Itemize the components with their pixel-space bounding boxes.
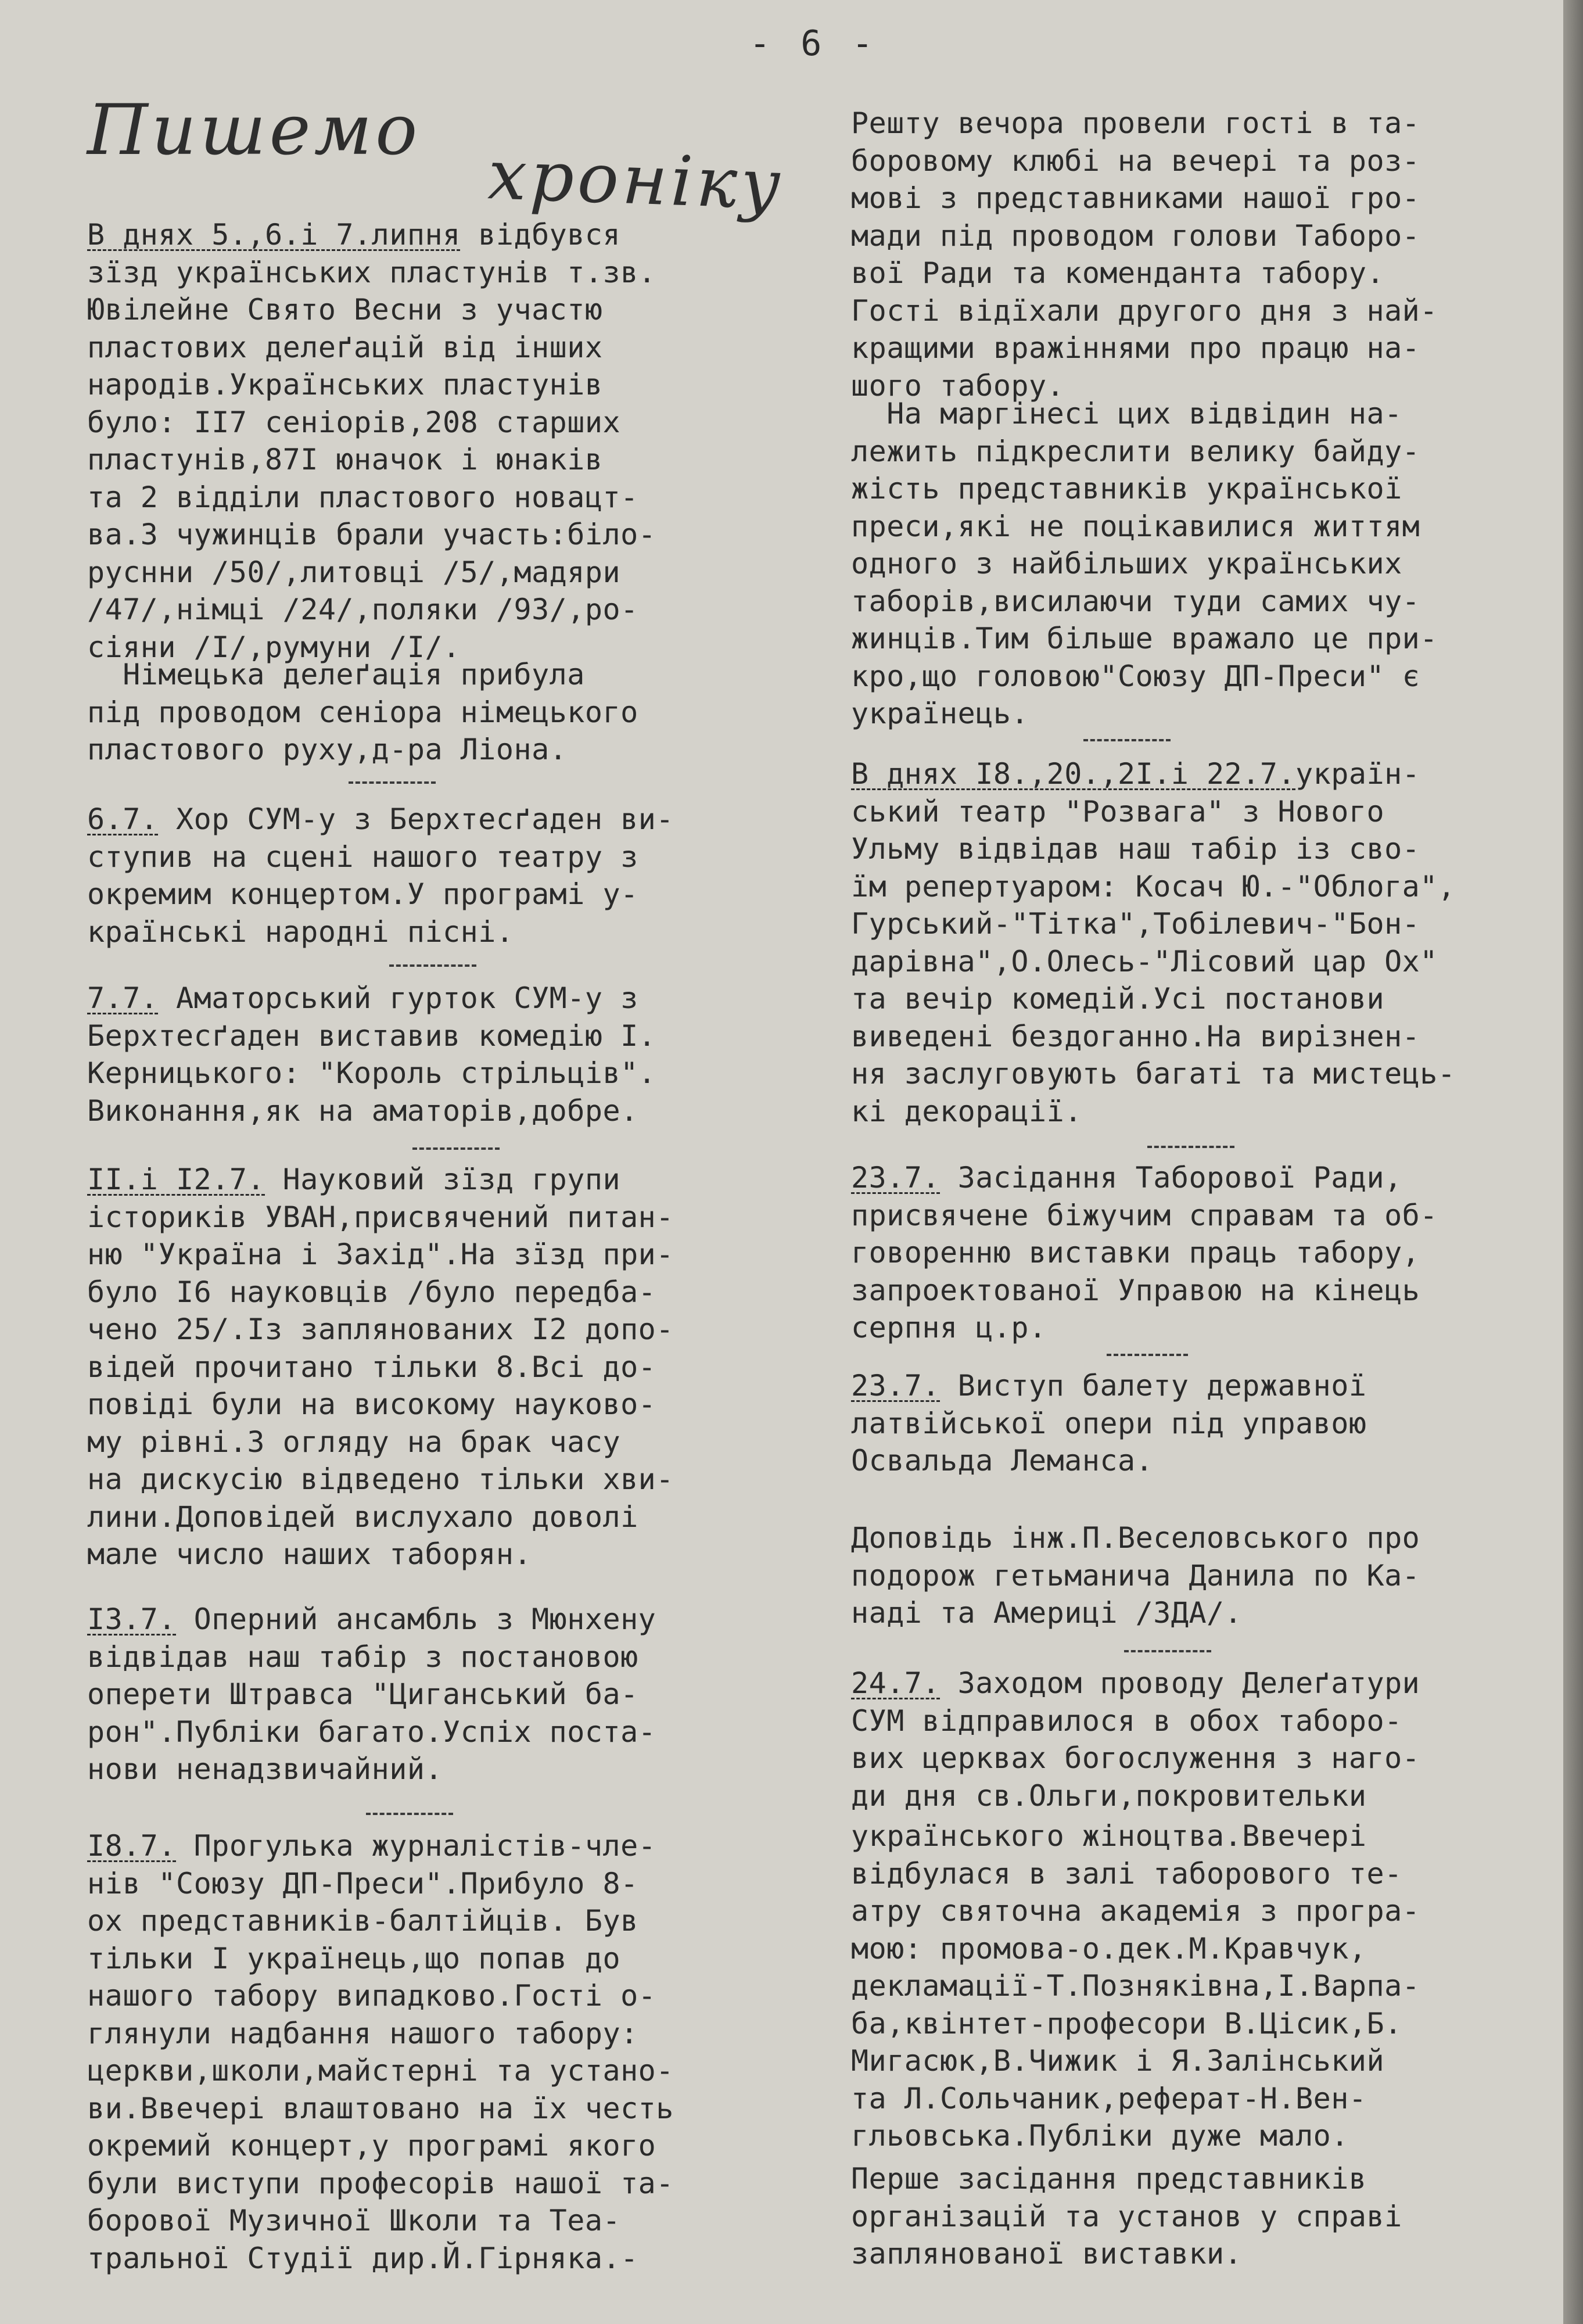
entry-line: українець. [851,697,1029,730]
entry-line: окремим концертом.У програмі у- [87,877,638,911]
entry-line: му рівні.З огляду на брак часу [87,1425,621,1459]
page-number: - 6 - [749,23,878,64]
entry-line: їм репертуаром: Косач Ю.-"Облога", [851,869,1456,903]
entry-line: під проводом сеніора німецького [87,695,638,729]
entry-line: відбулася в залі таборового те- [851,1856,1402,1891]
entry-line: наді та Америці /ЗДА/. [851,1596,1243,1630]
entry-line: Берхтесґаден виставив комедію І. [87,1018,656,1053]
separator [1147,1146,1234,1148]
entry-line: запляновaної виставки. [851,2237,1243,2271]
entry-line: ню "Україна і Захід".На зїзд при- [87,1238,674,1271]
entry-line: таборів,висилаючи туди самих чу- [851,584,1420,618]
entry-line: гльовська.Публіки дуже мало. [851,2119,1349,2153]
entry-line: ба,квінтет-професори В.Цісик,Б. [851,2006,1402,2040]
entry-line: мою: промова-о.дек.М.Кравчук, [851,1931,1367,1966]
separator [366,1813,453,1815]
entry-line: ва.З чужинців брали участь:біло- [87,518,656,551]
entry-exhibition-meeting [851,2160,1539,2273]
entry-line: запроектованої Управою на кінець [851,1273,1420,1307]
entry-date: 6.7. [87,802,159,836]
entry-line: Німецька делеґація прибула [87,658,585,691]
entry-date: 23.7. [851,1161,941,1195]
entry-date: 24.7. [851,1666,941,1700]
entry-line: повіді були на високому науково- [87,1387,656,1421]
entry-line: ди дня св.Ольги,покровительки [851,1778,1367,1813]
entry-line: ви.Ввечері влаштовано на їх честь [87,2091,674,2125]
entry-line: глянули надбання нашого табору: [87,2016,638,2050]
entry-line: жість представників української [851,472,1402,505]
entry-line: Доповідь інж.П.Веселовського про [851,1521,1420,1555]
entry-line: Ульму відвідав наш табір із сво- [851,832,1420,866]
entry-line: рон".Публіки багато.Успіх поста- [87,1715,656,1749]
entry-line: Перше засідання представників [851,2162,1367,2196]
entry-line: шого табору. [851,368,1065,403]
entry-line: тральної Студії дир.Й.Гірняка.- [87,2241,638,2275]
entry-line: відбувся [460,218,621,252]
entry-line: оперети Штравса "Циганський ба- [87,1677,638,1711]
entry-camp-council [851,1159,1539,1347]
entry-line: Хор СУМ-у з Берхтесґаден ви- [158,802,674,836]
entry-line: зїзд українських пластунів т.зв. [87,255,656,289]
entry-line: ський театр "Розвага" з Нового [851,794,1385,829]
entry-line: ох представників-балтійців. Був [87,1904,638,1938]
entry-lecture [851,1519,1539,1632]
entry-press-indifference [851,395,1539,733]
separator [389,964,476,967]
entry-line: серпня ц.р. [851,1311,1047,1344]
entry-line: одного з найбільших українських [851,547,1402,580]
entry-line: та вечір комедій.Усі постанови [851,982,1385,1016]
separator [412,1147,500,1150]
entry-line: було: ІІ7 сеніорів,208 старших [87,405,621,439]
entry-line: кро,що головою"Союзу ДП-Преси" є [851,659,1420,693]
entry-line: мади під проводом голови Таборо- [851,218,1420,253]
entry-date: В днях 5.,6.і 7.липня [87,218,461,252]
entry-line: Заходом проводу Делеґатури [940,1666,1420,1700]
heading-word-1: Пишемо [87,90,421,171]
entry-line: мові з представниками нашої гро- [851,181,1420,215]
entry-date: І8.7. [87,1829,177,1863]
entry-amateur-theatre [87,980,773,1129]
entry-line: борової Музичної Школи та Теа- [87,2204,621,2237]
entry-line: подорож гетьманича Данила по Ка- [851,1558,1420,1593]
entry-line: /47/,німці /24/,поляки /93/,ро- [87,593,638,626]
entry-line: кращими вражіннями про працю на- [851,331,1420,365]
entry-date: В днях І8.,20.,2І.і 22.7. [851,757,1296,791]
entry-women-academy [851,1817,1539,2155]
heading-word-2: хроніку [486,134,785,225]
entry-line: присвячене біжучим справам та об- [851,1198,1438,1232]
entry-journalists-visit [87,1827,773,2277]
entry-line: жинців.Тим більше вражало це при- [851,622,1438,655]
entry-date: 7.7. [87,981,159,1015]
entry-line: українського жіноцтва.Ввечері [851,1819,1367,1853]
entry-line: руснни /50/,литовці /5/,мадяри [87,555,621,589]
entry-line: україн- [1295,757,1420,791]
entry-line: вої Ради та коменданта табору. [851,256,1385,290]
entry-line: пластунів,87І юначок і юнаків [87,443,603,476]
entry-line: вих церквах богослуження з наго- [851,1741,1420,1775]
entry-line: виведені бездоганно.На вирізнен- [851,1019,1420,1053]
entry-line: було І6 науковців /було передба- [87,1275,656,1309]
entry-line: нови ненадзвичайний. [87,1752,443,1786]
entry-line: Керницького: "Король стрільців". [87,1056,656,1090]
entry-line: дарівна",О.Олесь-"Лісовий цар Ох" [851,944,1438,978]
entry-line: ступив на сцені нашого театру з [87,840,638,874]
separator [1107,1354,1188,1356]
entry-line: та 2 відділи пластового новацт- [87,480,638,514]
entry-line: атру святочна академія з програ- [851,1894,1420,1928]
entry-line: мале число наших таборян. [87,1537,532,1571]
entry-latvian-ballet [851,1367,1539,1480]
entry-line: говоренню виставки праць табору, [851,1236,1420,1269]
entry-line: СУМ відправилося в обох таборо- [851,1703,1402,1738]
entry-line: лежить підкреслити велику байду- [851,434,1420,468]
entry-line: країнські народні пісні. [87,914,514,949]
entry-line: Прогулька журналістів-чле- [176,1829,656,1863]
entry-line: ня заслуговують багаті та мистець- [851,1057,1456,1091]
entry-rozvaha-theatre [851,755,1539,1130]
entry-line: декламації-Т.Позняківна,І.Варпа- [851,1969,1420,2003]
entry-line: та Л.Сольчаник,реферат-Н.Вен- [851,2081,1367,2115]
entry-date: ІІ.і І2.7. [87,1163,265,1196]
entry-line: окремий концерт,у програмі якого [87,2129,656,2162]
entry-line: істориків УВАН,присвячений питан- [87,1200,674,1234]
scan-edge [1563,0,1583,2324]
entry-line: відвідав наш табір з постановою [87,1640,638,1674]
entry-line: Гості відїхали другого дня з най- [851,293,1438,328]
separator [1124,1650,1211,1652]
entry-line: На маргінесі цих відвідин на- [851,397,1402,431]
entry-line: Аматорський гурток СУМ-у з [158,981,638,1015]
separator [1083,739,1171,741]
entry-line: пластового руху,д-ра Ліона. [87,733,568,766]
entry-line: сіяни /І/,румуни /І/. [87,630,461,664]
entry-german-delegation [87,656,773,769]
entry-line: чено 25/.Із запляновaних І2 допо- [87,1312,674,1346]
entry-line: Освальда Леманса. [851,1444,1154,1477]
entry-line: кі декорації. [851,1094,1082,1128]
entry-line: відей прочитано тільки 8.Всі до- [87,1350,656,1384]
entry-line: Решту вечора провели гості в та- [851,106,1420,140]
entry-historians-congress [87,1161,773,1573]
entry-line: нашого табору випадково.Гості о- [87,1979,656,2013]
entry-line: Гурський-"Тітка",Тобілевич-"Бон- [851,907,1420,941]
entry-line: Науковий зїзд групи [265,1163,621,1196]
entry-line: нів "Союзу ДП-Преси".Прибуло 8- [87,1866,638,1900]
entry-date: 23.7. [851,1369,941,1403]
entry-line: Ювілейне Свято Весни з участю [87,293,603,327]
entry-line: Виступ балету державної [940,1369,1367,1403]
entry-line: на дискусію відведено тільки хви- [87,1462,674,1496]
separator [349,781,436,784]
entry-evening-club [851,105,1539,404]
entry-line: Виконання,як на аматорів,добре. [87,1093,638,1128]
entry-line: Засідання Таборової Ради, [940,1161,1402,1195]
entry-line: преси,які не поцікавилися життям [851,509,1420,543]
entry-line: латвійської опери під управою [851,1406,1367,1440]
entry-jamboree [87,216,773,666]
entry-line: тільки І українець,що попав до [87,1941,621,1975]
entry-st-olga-service [851,1665,1539,1814]
entry-opera-ensemble [87,1601,773,1788]
entry-line: пластових делеґацій від інших [87,330,603,364]
entry-date: І3.7. [87,1602,177,1636]
entry-line: церкви,школи,майстерні та устано- [87,2054,674,2088]
entry-line: Мигасюк,В.Чижик і Я.Залінський [851,2044,1385,2078]
entry-sum-choir [87,801,773,951]
entry-line: народів.Українських пластунів [87,368,603,401]
entry-line: організацій та установ у справі [851,2199,1402,2233]
entry-line: лини.Доповідей вислухало доволі [87,1500,638,1534]
entry-line: Оперний ансамбль з Мюнхену [176,1602,656,1636]
entry-line: боровому клюбі на вечері та роз- [851,144,1420,178]
entry-line: були виступи професорів нашої та- [87,2166,674,2200]
